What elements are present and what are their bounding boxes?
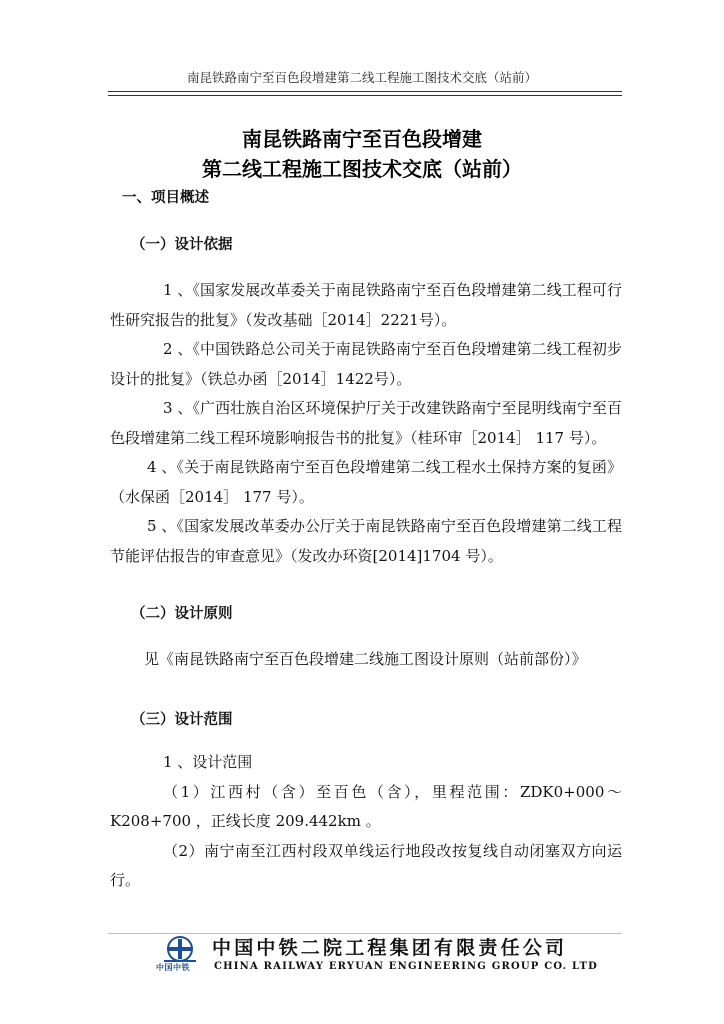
subsection-heading-design-scope: （三）设计范围 <box>131 712 233 728</box>
design-principle-text-block <box>110 645 622 675</box>
design-principle-text: 见《南昆铁路南宁至百色段增建二线施工图设计原则（站前部份）》 <box>144 650 587 668</box>
section-heading-overview: 一、项目概述 <box>122 190 209 206</box>
logo-caption: 中国中铁 <box>156 963 190 972</box>
design-basis-item-3: 3 、《广西壮族自治区环境保护厅关于改建铁路南宁至昆明线南宁至百色段增建第二线工程环境影响报告书的批复》（桂环审［2014］ 117 号）。 <box>110 399 622 447</box>
design-scope-item-1: （1）江西村（含）至百色（含），里程范围：ZDK0+000～K208+700 ，正线长度 209.442km 。 <box>110 782 622 830</box>
design-basis-list <box>110 276 622 571</box>
header-rule <box>108 91 622 92</box>
design-basis-item-2: 2 、《中国铁路总公司关于南昆铁路南宁至百色段增建第二线工程初步设计的批复》（铁总办函［2014］1422号）。 <box>110 340 622 388</box>
document-title-line1: 南昆铁路南宁至百色段增建 <box>242 127 482 151</box>
design-basis-item-4: 4 、《关于南昆铁路南宁至百色段增建第二线工程水土保持方案的复函》（水保函［2014］ 177 号）。 <box>110 458 622 506</box>
design-scope-list <box>110 748 622 896</box>
subsection-heading-design-principle: （二）设计原则 <box>131 606 233 622</box>
subsection-heading-design-basis: （一）设计依据 <box>131 237 233 253</box>
design-basis-item-1: 1 、《国家发展改革委关于南昆铁路南宁至百色段增建第二线工程可行性研究报告的批复》（发改基础［2014］2221号）。 <box>110 281 622 329</box>
company-name-english: CHINA RAILWAY ERYUAN ENGINEERING GROUP CO. LTD <box>214 961 598 972</box>
header-rule-secondary <box>108 95 622 96</box>
document-title-line2: 第二线工程施工图技术交底（站前） <box>202 157 522 181</box>
company-name-chinese: 中国中铁二院工程集团有限责任公司 <box>212 937 568 959</box>
design-basis-item-5: 5 、《国家发展改革委办公厅关于南昆铁路南宁至百色段增建第二线工程节能评估报告的审查意见》（发改办环资[2014]1704 号）。 <box>110 517 622 565</box>
running-header: 南昆铁路南宁至百色段增建第二线工程施工图技术交底（站前） <box>186 70 537 85</box>
design-scope-subheading: 1 、设计范围 <box>163 753 253 771</box>
design-scope-item-2: （2）南宁南至江西村段双单线运行地段改按复线自动闭塞双方向运行。 <box>110 841 622 889</box>
